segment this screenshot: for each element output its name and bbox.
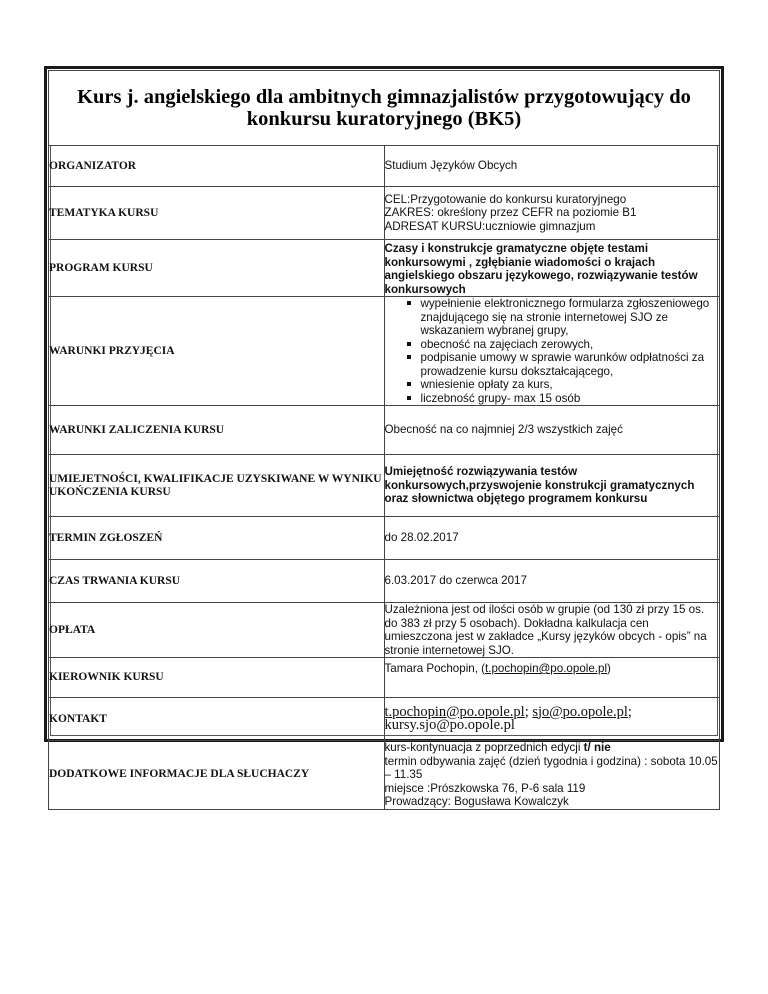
sjo-email-link[interactable]: sjo@po.opole.pl [532, 703, 628, 720]
contact-email-link[interactable]: t.pochopin@po.opole.pl [384, 703, 525, 720]
row-value-kierownik [384, 658, 720, 698]
table-row [49, 187, 720, 240]
kierownik-suffix: ) [607, 662, 611, 675]
kierownik-name: Tamara Pochopin, ( [384, 662, 486, 675]
row-label-kierownik: KIEROWNIK KURSU [49, 658, 385, 698]
row-value-czas: 6.03.2017 do czerwca 2017 [384, 560, 720, 603]
row-value-warunki-przyjecia [384, 297, 720, 406]
row-label-czas: CZAS TRWANIA KURSU [49, 560, 385, 603]
list-item: wniesienie opłaty za kurs, [421, 378, 720, 392]
contact-separator: ; [524, 703, 533, 720]
row-label-organizator: ORGANIZATOR [49, 146, 385, 187]
requirements-list [385, 297, 720, 405]
page-title: Kurs j. angielskiego dla ambitnych gimnazjalistów przygotowujący do konkursu kuratoryjnego (BK5) [49, 71, 720, 146]
row-value-termin: do 28.02.2017 [384, 517, 720, 560]
tematyka-line-zakres: ZAKRES: określony przez CEFR na poziomie B1 [384, 206, 637, 220]
row-label-dodatkowe: DODATKOWE INFORMACJE DLA SŁUCHACZY [49, 741, 385, 810]
tematyka-line-adresat: ADRESAT KURSU:uczniowie gimnazjum [384, 219, 596, 233]
title-row [49, 71, 720, 146]
list-item: liczebność grupy- max 15 osób [421, 392, 720, 406]
kontynuacja-text: kurs-kontynuacja z poprzednich edycji [384, 741, 584, 754]
table-row [49, 297, 720, 406]
table-row [49, 741, 720, 810]
row-label-warunki-przyjecia: WARUNKI PRZYJĘCIA [49, 297, 385, 406]
row-value-program: Czasy i konstrukcje gramatyczne objęte testami konkursowymi , zgłębianie wiadomości o krajach angielskiego obszaru językowego, rozwiązywanie testów konkursowych [384, 240, 720, 297]
table-row [49, 406, 720, 455]
dodatkowe-line-kontynuacja [385, 741, 720, 755]
table-row [49, 146, 720, 187]
list-item: wypełnienie elektronicznego formularza zgłoszeniowego znajdującego się na stronie internetowej SJO ze wskazaniem wybranej grupy, [421, 297, 720, 338]
tematyka-line-cel: CEL:Przygotowanie do konkursu kuratoryjnego [384, 192, 627, 206]
dodatkowe-line-prowadzacy: Prowadzący: Bogusława Kowalczyk [384, 795, 569, 808]
course-info-table [48, 70, 720, 810]
row-label-umiejetnosci: UMIEJETNOŚCI, KWALIFIKACJE UZYSKIWANE W WYNIKU UKOŃCZENIA KURSU [49, 455, 385, 517]
row-value-tematyka [384, 187, 720, 240]
table-row [49, 603, 720, 658]
list-item: obecność na zajęciach zerowych, [421, 338, 720, 352]
row-value-organizator: Studium Języków Obcych [384, 146, 720, 187]
kursy-email: kursy.sjo@po.opole.pl [384, 717, 515, 733]
kierownik-email-link[interactable]: t.pochopin@po.opole.pl [485, 662, 608, 675]
row-label-warunki-zaliczenia: WARUNKI ZALICZENIA KURSU [49, 406, 385, 455]
table-row [49, 240, 720, 297]
row-value-dodatkowe [384, 741, 720, 810]
row-label-program: PROGRAM KURSU [49, 240, 385, 297]
contact-separator: ; [627, 703, 632, 720]
row-label-tematyka: TEMATYKA KURSU [49, 187, 385, 240]
row-value-oplata: Uzależniona jest od ilości osób w grupie (od 130 zł przy 15 os. do 383 zł przy 5 osobach). Dokładna kalkulacja cen umieszczona jest w zakładce „Kursy języków obcych - opis” na stronie internetowej SJO. [384, 603, 720, 658]
table-row [49, 455, 720, 517]
list-item: podpisanie umowy w sprawie warunków odpłatności za prowadzenie kursu dokształcającego, [421, 351, 720, 378]
table-row [49, 658, 720, 698]
row-value-warunki-zaliczenia: Obecność na co najmniej 2/3 wszystkich zajęć [384, 406, 720, 455]
row-label-kontakt: KONTAKT [49, 698, 385, 741]
table-row [49, 698, 720, 741]
table-row [49, 517, 720, 560]
row-label-oplata: OPŁATA [49, 603, 385, 658]
dodatkowe-line-miejsce: miejsce :Prószkowska 76, P-6 sala 119 [384, 781, 586, 795]
row-value-kontakt [384, 698, 720, 741]
row-value-umiejetnosci: Umiejętność rozwiązywania testów konkursowych,przyswojenie konstrukcji gramatycznych oraz słownictwa objętego programem konkursu [384, 455, 720, 517]
row-label-termin: TERMIN ZGŁOSZEŃ [49, 517, 385, 560]
table-row [49, 560, 720, 603]
kontynuacja-answer: t/ nie [583, 741, 611, 754]
dodatkowe-line-termin: termin odbywania zajęć (dzień tygodnia i godzina) : sobota 10.05 – 11.35 [384, 754, 718, 781]
